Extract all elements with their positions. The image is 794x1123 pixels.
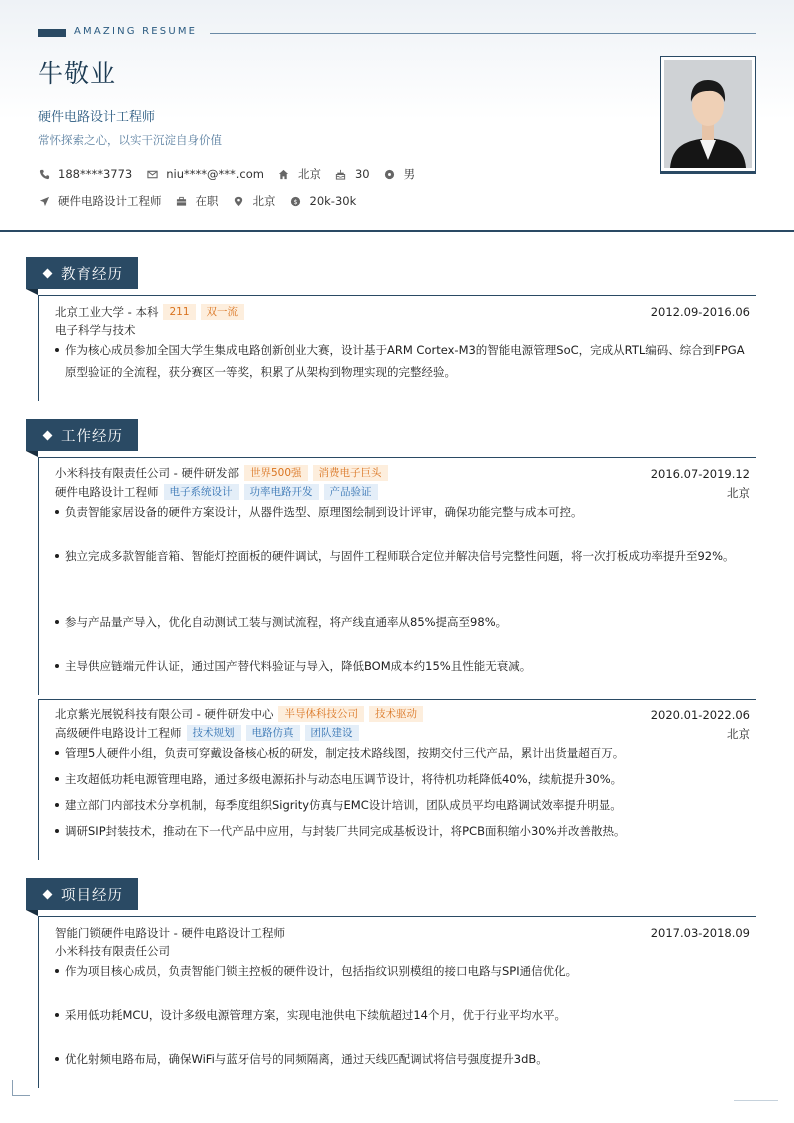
section-fold bbox=[26, 289, 38, 295]
contact-info-row bbox=[38, 166, 429, 182]
education-tag: 双一流 bbox=[201, 304, 245, 320]
brand-bar bbox=[38, 29, 66, 37]
work1-city: 北京 bbox=[727, 486, 750, 500]
intent-position-text: 硬件电路设计工程师 bbox=[58, 194, 162, 208]
profile-photo bbox=[664, 60, 752, 168]
section-education-label: 教育经历 bbox=[61, 266, 123, 283]
education-top-line bbox=[38, 295, 756, 296]
list-item: 管理5人硬件小组，负责可穿戴设备核心板的研发，制定技术路线图，按期交付三代产品，累计出货量超百万。 bbox=[55, 742, 745, 764]
section-work-heading bbox=[26, 419, 138, 451]
company-tag: 世界500强 bbox=[244, 465, 308, 481]
work2-company: 北京紫光展锐科技有限公司 - 硬件研发中心 bbox=[55, 707, 274, 721]
list-item: 调研SIP封装技术，推动在下一代产品中应用，与封装厂共同完成基板设计，将PCB面积缩小30%并改善散热。 bbox=[55, 820, 745, 842]
list-item: 优化射频电路布局，确保WiFi与蓝牙信号的同频隔离，通过天线匹配调试将信号强度提升3dB。 bbox=[55, 1048, 745, 1070]
work2-date: 2020.01-2022.06 bbox=[650, 708, 750, 722]
list-item: 采用低功耗MCU，设计多级电源管理方案，实现电池供电下续航超过14个月，优于行业平均水平。 bbox=[55, 1004, 745, 1026]
work1-company-row bbox=[55, 465, 388, 481]
phone-item bbox=[38, 167, 132, 181]
list-item: 主攻超低功耗电源管理电路，通过多级电源拓扑与动态电压调节设计，将待机功耗降低40%，续航提升30%。 bbox=[55, 768, 745, 790]
job-intent-row bbox=[38, 193, 370, 209]
city-item bbox=[278, 166, 321, 182]
company-tag: 技术驱动 bbox=[369, 706, 423, 722]
work-top-line bbox=[38, 457, 756, 458]
education-major: 电子科学与技术 bbox=[55, 323, 136, 337]
list-item: 主导供应链端元件认证，通过国产替代料验证与导入，降低BOM成本约15%且性能无衰减。 bbox=[55, 655, 745, 677]
photo-frame bbox=[660, 56, 756, 174]
education-date: 2012.09-2016.06 bbox=[650, 305, 750, 319]
work2-left-line bbox=[38, 699, 39, 860]
project-left-line bbox=[38, 916, 39, 1088]
home-icon bbox=[278, 168, 290, 180]
company-tag: 半导体科技公司 bbox=[278, 706, 364, 722]
salary-item bbox=[290, 194, 357, 208]
briefcase-icon bbox=[176, 195, 188, 207]
section-project-heading bbox=[26, 878, 138, 910]
work2-company-row bbox=[55, 706, 423, 722]
brand-text: AMAZING RESUME bbox=[74, 26, 198, 37]
status-text: 在职 bbox=[195, 194, 219, 208]
work2-city: 北京 bbox=[727, 727, 750, 741]
gender-icon bbox=[384, 168, 396, 180]
role-tag: 技术规划 bbox=[187, 725, 241, 741]
work1-left-line bbox=[38, 457, 39, 695]
section-work-label: 工作经历 bbox=[61, 428, 123, 445]
candidate-title: 硬件电路设计工程师 bbox=[38, 110, 156, 125]
location-pin-icon bbox=[233, 195, 245, 207]
intent-position-item bbox=[38, 193, 162, 209]
candidate-name: 牛敬业 bbox=[38, 59, 117, 88]
intent-city-text: 北京 bbox=[252, 194, 276, 208]
section-project-label: 项目经历 bbox=[61, 887, 123, 904]
project-name: 智能门锁硬件电路设计 - 硬件电路设计工程师 bbox=[55, 926, 285, 940]
work1-role-row bbox=[55, 484, 378, 500]
project-top-line bbox=[38, 916, 756, 917]
mail-icon bbox=[146, 168, 158, 180]
education-school-row bbox=[55, 304, 244, 320]
role-tag: 电子系统设计 bbox=[164, 484, 239, 500]
work2-role: 高级硬件电路设计工程师 bbox=[55, 726, 182, 740]
phone-text: 188****3773 bbox=[58, 167, 133, 181]
work2-role-row bbox=[55, 725, 359, 741]
company-tag: 消费电子巨头 bbox=[313, 465, 388, 481]
email-item bbox=[146, 167, 264, 181]
diamond-icon bbox=[43, 268, 53, 278]
education-tag: 211 bbox=[163, 304, 195, 320]
list-item: 建立部门内部技术分享机制，每季度组织Sigrity仿真与EMC设计培训，团队成员平均电路调试效率提升明显。 bbox=[55, 794, 745, 816]
phone-icon bbox=[38, 168, 50, 180]
candidate-motto: 常怀探索之心，以实干沉淀自身价值 bbox=[38, 133, 222, 147]
work1-date: 2016.07-2019.12 bbox=[650, 467, 750, 481]
education-school: 北京工业大学 - 本科 bbox=[55, 305, 159, 319]
brand-divider bbox=[210, 33, 756, 34]
age-item bbox=[335, 167, 370, 181]
svg-text:$: $ bbox=[293, 197, 298, 206]
list-item: 作为项目核心成员，负责智能门锁主控板的硬件设计，包括指纹识别模组的接口电路与SPI通信优化。 bbox=[55, 960, 745, 982]
list-item: 独立完成多款智能音箱、智能灯控面板的硬件调试，与固件工程师联合定位并解决信号完整性问题，将一次打板成功率提升至92%。 bbox=[55, 545, 745, 567]
list-item: 参与产品量产导入，优化自动测试工装与测试流程，将产线直通率从85%提高至98%。 bbox=[55, 611, 745, 633]
section-fold bbox=[26, 451, 38, 457]
work1-role: 硬件电路设计工程师 bbox=[55, 485, 159, 499]
email-text: niu****@***.com bbox=[166, 167, 264, 181]
education-left-line bbox=[38, 295, 39, 401]
city-text: 北京 bbox=[297, 167, 321, 181]
project-date: 2017.03-2018.09 bbox=[650, 926, 750, 940]
age-text: 30 bbox=[354, 167, 370, 181]
status-item bbox=[176, 193, 219, 209]
role-tag: 功率电路开发 bbox=[244, 484, 319, 500]
gender-item bbox=[384, 166, 416, 182]
salary-text: 20k-30k bbox=[309, 194, 357, 208]
cake-icon bbox=[335, 168, 347, 180]
send-icon bbox=[38, 195, 50, 207]
page-corner-decoration bbox=[12, 1080, 30, 1096]
header-divider bbox=[0, 230, 794, 232]
list-item: 作为核心成员参加全国大学生集成电路创新创业大赛，设计基于ARM Cortex-M3的智能电源管理SoC，完成从RTL编码、综合到FPGA原型验证的全流程，获分赛区一等奖，积累了从架构到物理实现的完整经验。 bbox=[55, 339, 745, 383]
list-item: 负责智能家居设备的硬件方案设计，从器件选型、原理图绘制到设计评审，确保功能完整与成本可控。 bbox=[55, 501, 745, 523]
diamond-icon bbox=[43, 430, 53, 440]
role-tag: 团队建设 bbox=[305, 725, 359, 741]
work1-company: 小米科技有限责任公司 - 硬件研发部 bbox=[55, 466, 239, 480]
role-tag: 产品验证 bbox=[324, 484, 378, 500]
role-tag: 电路仿真 bbox=[246, 725, 300, 741]
diamond-icon bbox=[43, 889, 53, 899]
work2-top-line bbox=[38, 699, 756, 700]
salary-icon bbox=[290, 195, 302, 207]
intent-city-item bbox=[233, 193, 276, 209]
section-education-heading bbox=[26, 257, 138, 289]
photo-accent-bar bbox=[660, 171, 756, 174]
section-fold bbox=[26, 910, 38, 916]
gender-text: 男 bbox=[403, 167, 416, 181]
project-company: 小米科技有限责任公司 bbox=[55, 944, 170, 958]
page-corner-decoration bbox=[734, 1100, 778, 1101]
